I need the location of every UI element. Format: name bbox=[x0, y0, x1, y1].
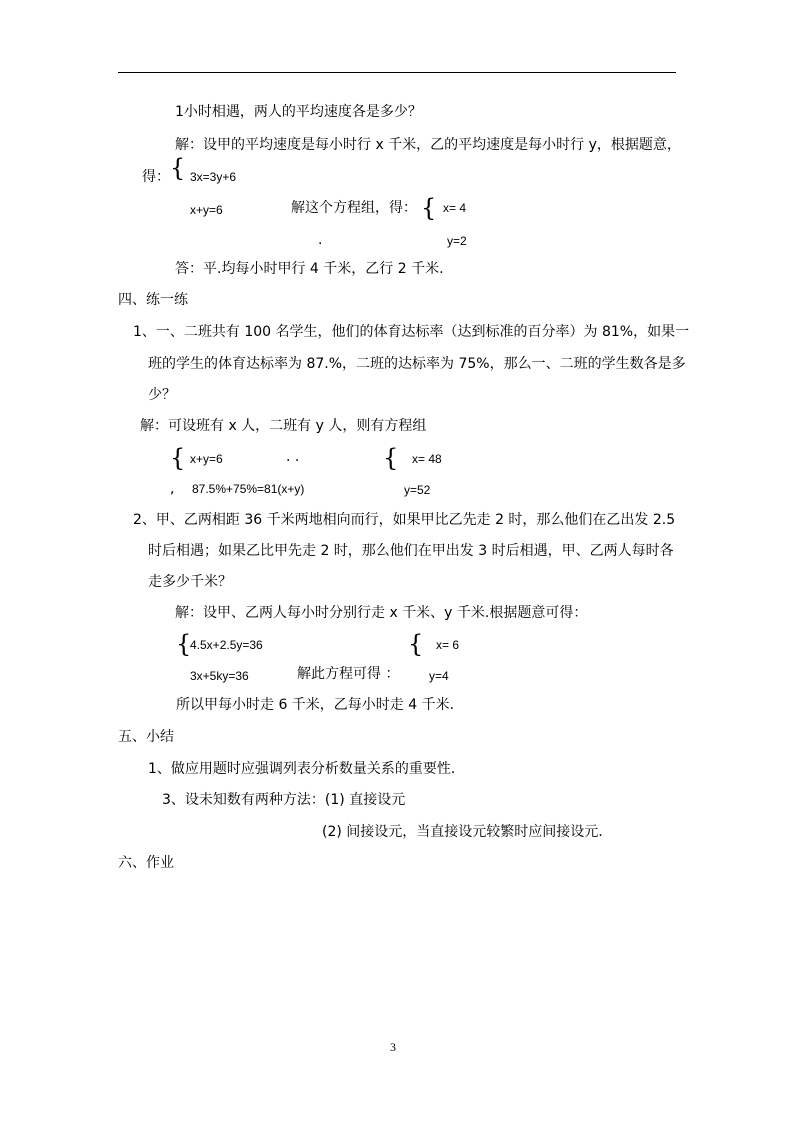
equation: x= 6 bbox=[436, 638, 460, 652]
equation: x= 48 bbox=[412, 452, 442, 466]
equation: x= 4 bbox=[443, 201, 467, 215]
section-heading: 四、练一练 bbox=[118, 292, 188, 308]
text-line: 2、甲、乙两相距 36 千米两地相向而行，如果甲比乙先走 2 时，那么他们在乙出发 2.5 bbox=[133, 512, 676, 528]
text-line: (2) 间接设元，当直接设元较繁时应间接设元. bbox=[322, 824, 603, 840]
text-line: , bbox=[170, 481, 175, 497]
text-line: 少？ bbox=[148, 387, 176, 403]
text-line: . . bbox=[286, 449, 300, 465]
brace-symbol: { bbox=[408, 630, 424, 658]
text-line: 1、一、二班共有 100 名学生，他们的体育达标率（达到标准的百分率）为 81%，如果一 bbox=[133, 324, 690, 340]
text-line: 得： bbox=[142, 169, 170, 185]
text-line: . bbox=[318, 232, 323, 248]
text-line: 1小时相遇，两人的平均速度各是多少？ bbox=[175, 104, 422, 120]
text-line: 3、设未知数有两种方法：(1) 直接设元 bbox=[162, 792, 406, 808]
text-line: 时后相遇；如果乙比甲先走 2 时，那么他们在甲出发 3 时后相遇，甲、乙两人每时各 bbox=[148, 543, 674, 559]
equation: y=2 bbox=[447, 234, 467, 248]
text-line: 解：可设班有 x 人，二班有 y 人，则有方程组 bbox=[140, 418, 427, 434]
equation: y=52 bbox=[404, 483, 431, 497]
equation: 87.5%+75%=81(x+y) bbox=[192, 482, 305, 496]
brace-symbol: { bbox=[170, 154, 186, 182]
text-line: 解此方程可得 ： bbox=[297, 666, 400, 682]
brace-symbol: { bbox=[170, 444, 186, 472]
text-line: 解：设甲、乙两人每小时分别行走 x 千米、y 千米.根据题意可得： bbox=[175, 605, 588, 621]
section-heading: 六、作业 bbox=[118, 855, 174, 871]
equation: 3x+5ky=36 bbox=[190, 669, 249, 683]
brace-symbol: { bbox=[383, 444, 399, 472]
text-line: 所以甲每小时走 6 千米，乙每小时走 4 千米. bbox=[176, 697, 455, 713]
text-line: 班的学生的体育达标率为 87.%，二班的达标率为 75%，那么一、二班的学生数各是多 bbox=[148, 356, 686, 372]
text-line: 解：设甲的平均速度是每小时行 x 千米，乙的平均速度是每小时行 y，根据题意， bbox=[175, 137, 681, 153]
brace-symbol: { bbox=[176, 630, 192, 658]
header-rule bbox=[118, 72, 676, 73]
brace-symbol: { bbox=[421, 194, 437, 222]
section-heading: 五、小结 bbox=[118, 729, 174, 745]
equation: 4.5x+2.5y=36 bbox=[190, 638, 263, 652]
text-line: 走多少千米？ bbox=[148, 574, 232, 590]
text-line: 解这个方程组，得： bbox=[291, 200, 417, 216]
page-number: 3 bbox=[390, 1040, 396, 1054]
text-line: 答：平.均每小时甲行 4 千米，乙行 2 千米. bbox=[175, 261, 444, 277]
equation: x+y=6 bbox=[190, 452, 223, 466]
equation: x+y=6 bbox=[190, 203, 223, 217]
equation: 3x=3y+6 bbox=[190, 170, 237, 184]
text-line: 1、做应用题时应强调列表分析数量关系的重要性. bbox=[148, 761, 456, 777]
equation: y=4 bbox=[429, 669, 449, 683]
